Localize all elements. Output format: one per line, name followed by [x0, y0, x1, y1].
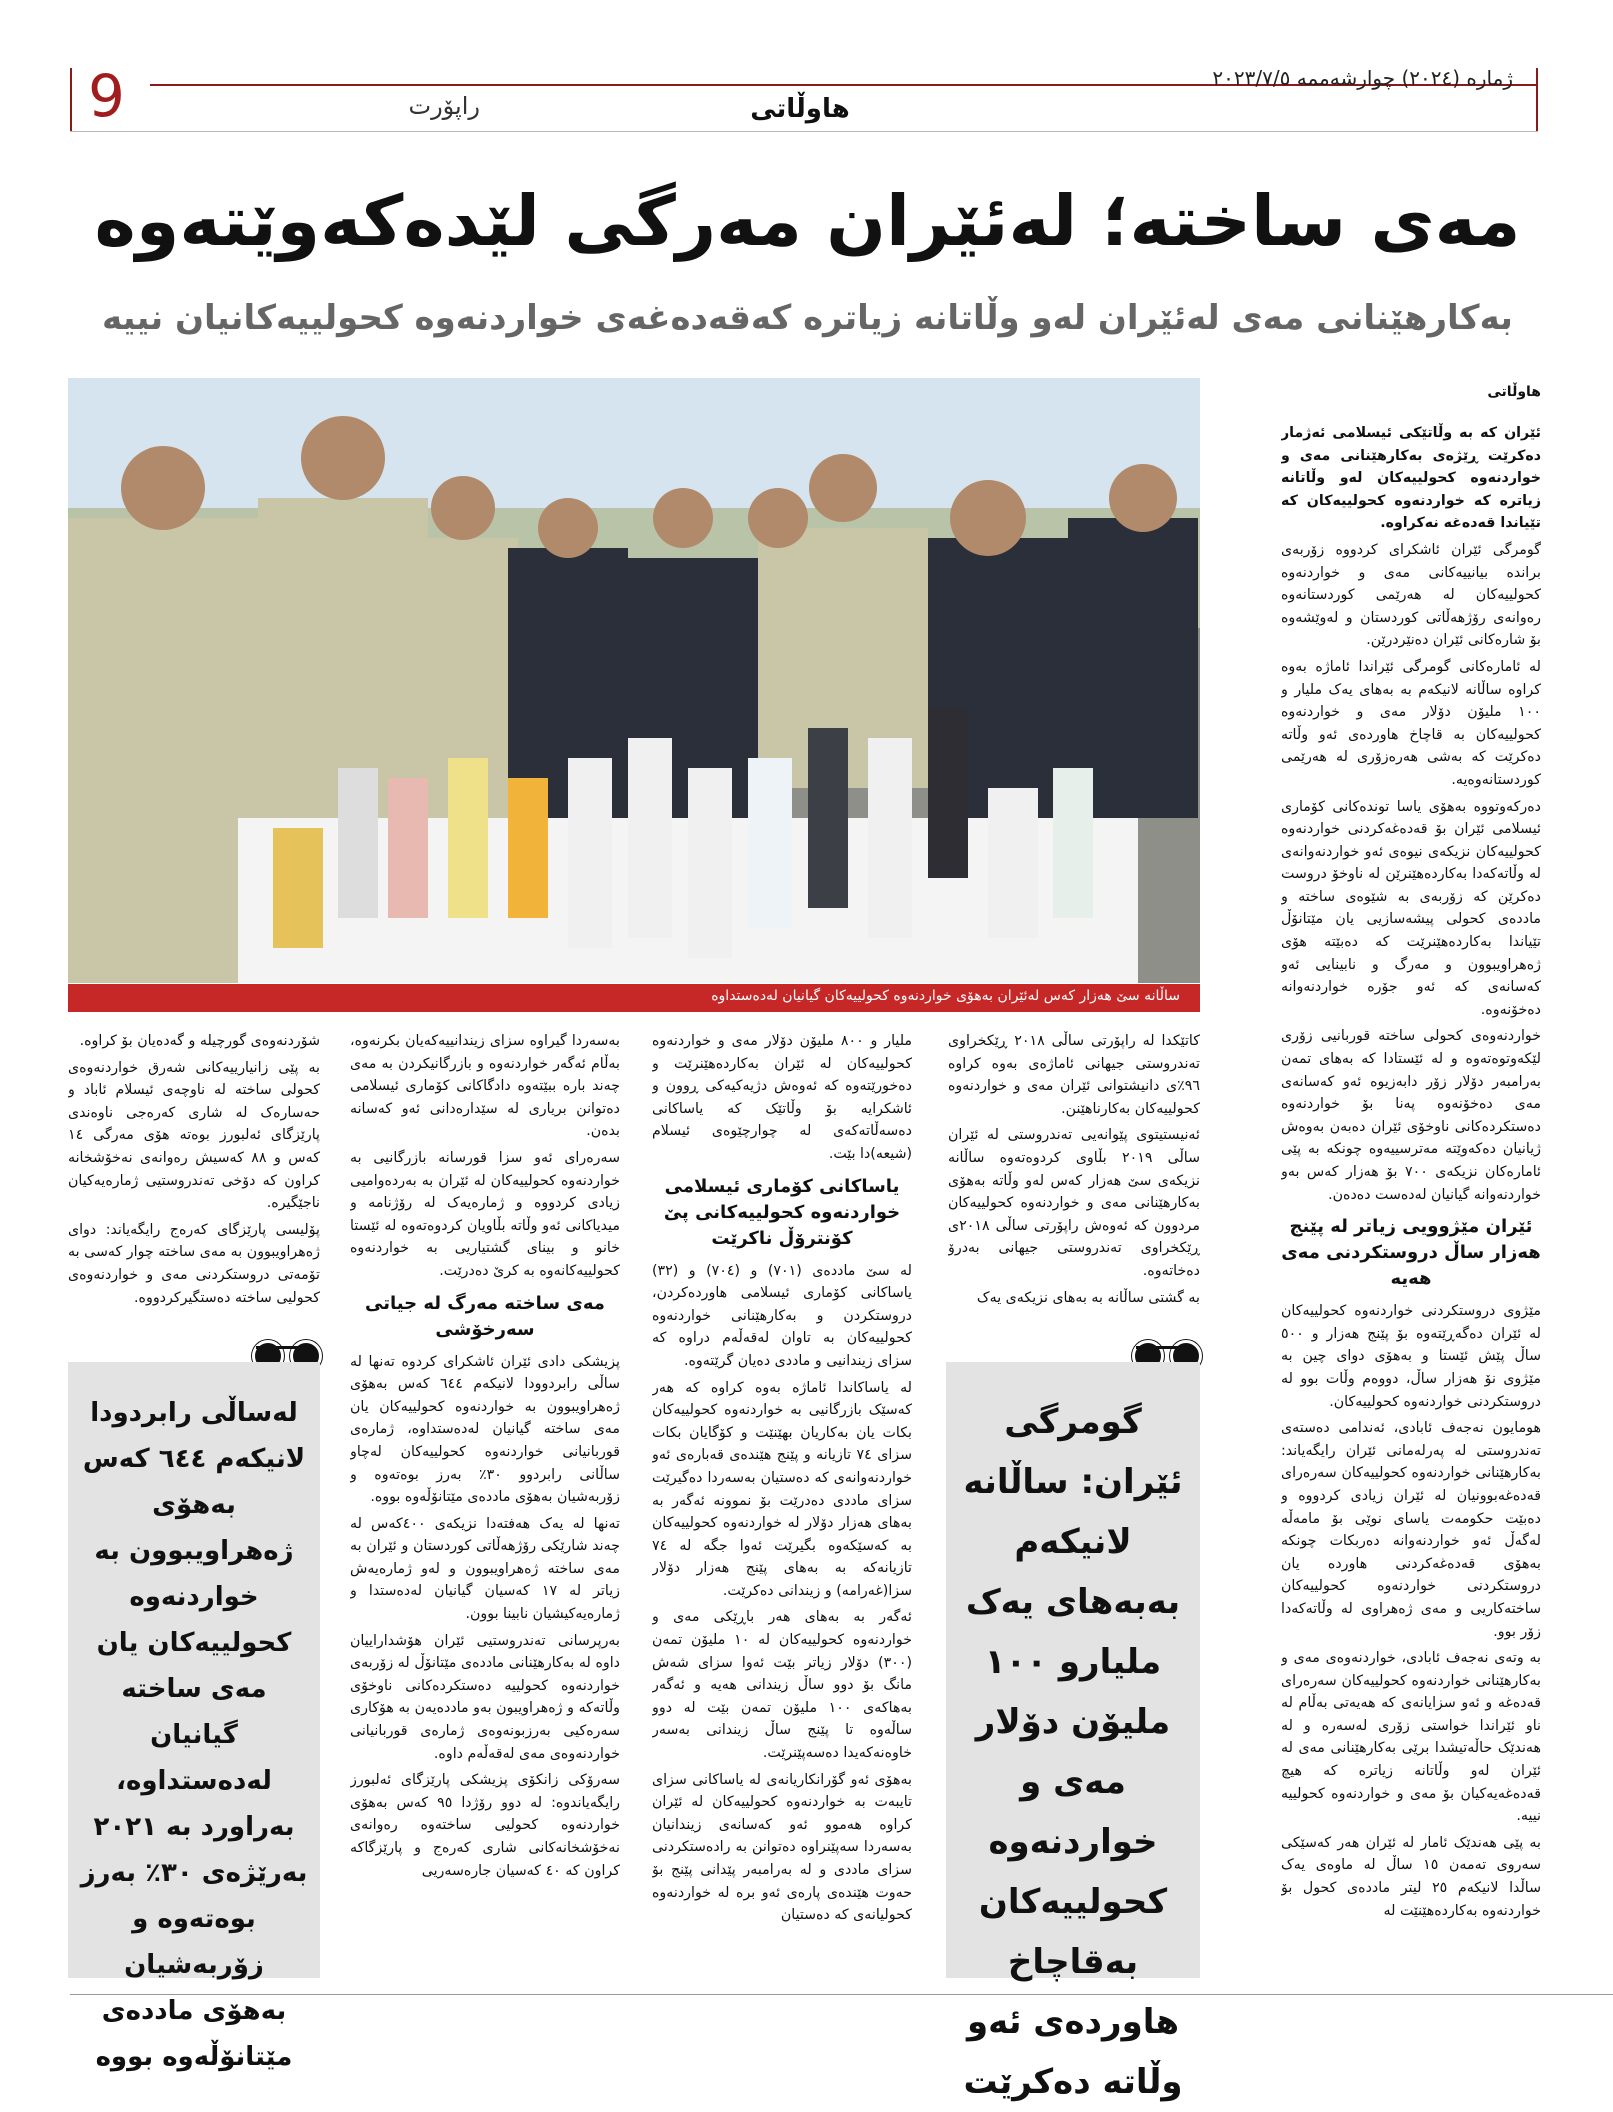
subheading: مەی ساختە مەرگ لە جیاتی سەرخۆشی: [365, 1292, 605, 1340]
pull-quote-2-text: لەساڵی رابردودا لانیکەم ٦٤٤ کەس بەهۆی ژەهراویبوون بە خواردنەوە کحولییەکان یان مەی ساختە گیانیان لەدەستداوە، بەراورد بە ٢٠٢١ بەرێژەی ٣٠٪ بەرز بوەتەوە و زۆربەشیان بەهۆی ماددەی مێتانۆڵەوە بووە: [80, 1398, 308, 2072]
headline: مەی ساختە؛ لەئێران مەرگی لێدەکەوێتەوە: [94, 180, 1521, 262]
paragraph: بەسەردا گیراوە سزای زیندانییەکەیان بکرنەوە، بەڵام ئەگەر خواردنەوە و بازرگانیکردن بە مەی چەند بارە ببێتەوە دادگاکانی کۆماری ئیسلامی دەتوانن بریاری لە سێدارەدانی ئەو کەسانە بدەن.: [350, 1033, 620, 1140]
pull-quote-1-text: گومرگی ئێران: ساڵانە لانیکەم بەبەهای یەک ملیارو ١٠٠ ملیۆن دۆلار مەی و خواردنەوە کحولییەکان بەقاچاخ هاوردەی ئەو وڵاتە دەکرێت: [963, 1402, 1183, 2102]
paragraph: سەرەرای ئەو سزا قورسانە بازرگانیی بە خواردنەوە کحولییەکان لە ئێران بە بەردەوامیی زیادی کردووە و ژمارەیەک لە رۆژنامە و میدیاکانی ئەو وڵاتە بڵاویان کردوەتەوە لە ئێستا خانو و بینای گشتیاریی بە خواردنەوە کحولییەکانەوە بە کرێ دەدرێت.: [350, 1149, 620, 1279]
paragraph: بەهۆی ئەو گۆرانکاریانەی لە یاساکانی سزای تایبەت بە خواردنەوە کحولییەکان لە ئێران کراوە هەموو ئەو کەسانەی زیندانیان بەسەردا سەپێنراوە دەتوانن بە رادەستکردنی سزای ماددی و لە بەرامبەر پێدانی پێنج بۆ حەوت هێندەی پارەی ئەو برە لە خواردنەوە کحولیانەی کە دەستیان: [652, 1771, 912, 1924]
newspaper-logo: هاوڵاتی: [750, 94, 850, 124]
paragraph: دەرکەوتووە بەهۆی یاسا توندەکانی کۆماری ئیسلامی ئێران بۆ قەدەغەکردنی خواردنەوە کحولییەکان نزیکەی نیوەی ئەو خواردنەوانەی لە وڵاتەکەدا بەکاردەهێنرێن لە ناوخۆ دروست دەکرێن کە زۆربەی بە شێوەی ساختە و ماددەی کحولی پیشەسازیی یان مێتانۆڵ تێیاندا بەکاردەهێنرێت کە دەبێتە هۆی ژەهراویبوون و مەرگ و نابینایی ئەو کەسانەی کە ئەو جۆرە خواردنەوانە دەخۆنەوە.: [1281, 798, 1541, 1018]
header-rule-right: [1536, 68, 1538, 132]
paragraph: شۆردنەوەی گورچیلە و گەدەیان بۆ کراوە.: [79, 1033, 320, 1049]
paragraph: لە سێ ماددەی (٧٠١) و (٧٠٤) و (٣٢) یاساکانی کۆماری ئیسلامی هاوردەکردن، دروستکردن و بەکارهێنانی خواردنەوە کحولییەکان بە تاوان لەقەڵەم دراوە کە سزای زیندانیی و ماددی دەیان گرێتەوە.: [652, 1262, 912, 1369]
quote-dash: [256, 1346, 312, 1349]
paragraph: خواردنەوەی کحولی ساختە قوربانیی زۆری لێکەوتوەتەوە و لە ئێستادا کە بەهای تمەن بەرامبەر دۆلار زۆر دابەزیوە ئەو کەسانەی مەی دەخۆنەوە پەنا بۆ خواردنەوە دەستکردەکانی ناوخۆی ئێران دەبەن بەوەش ژیانیان دەکەوێتە مەترسییەوە چونکە بە پێی ئامارەکان نزیکەی ٧٠٠ بۆ هەزار کەس بەو خواردنەوانە گیانیان لەدەست دەدەن.: [1281, 1028, 1541, 1203]
subheading: ئێران مێژوویی زیاتر لە پێنج هەزار ساڵ دروستکردنی مەی هەیە: [1281, 1216, 1541, 1290]
footer-rule: [70, 1994, 1613, 1995]
paragraph: ئەگەر بە بەهای هەر باڕێکی مەی و خواردنەوە کحولییەکان لە ١٠ ملیۆن تمەن (٣٠٠) دۆلار زیاتر بێت ئەوا سزای شەش مانگ بۆ دوو ساڵ زیندانی هەیە و ئەگەر بەهاکەی ١٠٠ ملیۆن تمەن بێت لە دوو ساڵەوە تا پێنج ساڵ زیندانی بەسەر خاوەنەکەیدا دەسەپێنرێت.: [652, 1609, 912, 1762]
byline: هاوڵاتی: [1487, 384, 1541, 400]
article-column-2: [948, 1030, 1200, 1360]
paragraph: بە گشتی ساڵانە بە بەهای نزیکەی یەک: [976, 1289, 1200, 1306]
paragraph: کاتێکدا لە راپۆرتی ساڵی ٢٠١٨ ڕێکخراوی تەندروستی جیهانی ئاماژەی بەوە کراوە ٩٦٪ی دانیشتوانی ئێران مەی و خواردنەوە کحولییەکان بەکارناهێنن.: [948, 1033, 1200, 1117]
paragraph: پۆلیسی پارێزگای کەرەج رایگەیاند: دوای ژەهراویبوون بە مەی ساختە چوار کەسی بە تۆمەتی دروستکردنی مەی و خواردنەوەی کحولیی ساختە دەستگیرکردووە.: [68, 1221, 320, 1306]
paragraph: لە ئامارەکانی گومرگی ئێراندا ئاماژە بەوە کراوە ساڵانە لانیکەم بە بەهای یەک ملیار و ١٠٠ ملیۆن دۆلار مەی و خواردنەوە کحولییەکان بە قاچاخ هاوردەی ئەو وڵاتە دەکرێت کە بەشی هەرەزۆری لە هەرێمی کوردستانەوەیە.: [1281, 658, 1541, 788]
paragraph: مێژوی دروستکردنی خواردنەوە کحولییەکان لە ئێران دەگەڕێتەوە بۆ پێنج هەزار و ٥٠٠ ساڵ پێش ئێستا و بەهۆی دوای چین بە مێژوی نۆ هەزار ساڵ، دووەم وڵات بوو لە دروستکردنی خواردنەوە کحولییەکان.: [1281, 1303, 1541, 1410]
subheadline: بەکارهێنانی مەی لەئێران لەو وڵاتانە زیاترە کەقەدەغەی خواردنەوە کحولییەکانیان نییە: [102, 298, 1513, 338]
quote-dash: [1136, 1346, 1192, 1349]
issue-info: ژمارە (٢٠٢٤) چوارشەممە ٢٠٢٣/٧/٥: [1212, 66, 1513, 90]
paragraph: بە پێی هەندێک ئامار لە ئێران هەر کەسێکی سەروی تەمەن ١٥ ساڵ لە ماوەی یەک ساڵدا لانیکەم ٢٥ لیتر ماددەی کحول بۆ خواردنەوە بەکاردەهێنێت لە: [1281, 1834, 1541, 1919]
paragraph: ئەنیستیتوی پێوانەیی تەندروستی لە ئێران ساڵی ٢٠١٩ بڵاوی کردوەتەوە ساڵانە نزیکەی سێ هەزار کەس لەو وڵاتە بەهۆی بەکارهێنانی مەی و خواردنەوە کحولییەکان مردوون کە ئەوەش راپۆرتی ساڵی ٢٠١٨ی ڕێکخراوی تەندروستی جیهانی بەدرۆ دەخاتەوە.: [948, 1127, 1200, 1279]
paragraph: بە وتەی نەجەف ئابادی، خواردنەوەی مەی و بەکارهێنانی خواردنەوە کحولییەکان سەرەرای قەدەغە و ئەو سزایانەی کە هەیەتی بەڵام لە ناو ئێراندا خواستی زۆری لەسەرە و لە هەندێک حاڵەتیشدا برێی بەکارهێنانی مەی لە ئێران لەو وڵاتانە زیاترە کە هیچ قەدەغەیەکیان بۆ مەی و خواردنەوە کحولییە نییە.: [1281, 1650, 1541, 1825]
page-number: 9: [88, 62, 125, 130]
photo-caption: ساڵانە سێ هەزار کەس لەئێران بەهۆی خواردنەوە کحولییەکان گیانیان لەدەستداوە: [711, 988, 1180, 1004]
paragraph: پزیشکی دادی ئێران ئاشکرای کردوە تەنها لە ساڵی رابردوودا لانیکەم ٦٤٤ کەس بەهۆی ژەهراویبوون بە خواردنەوە کحولییەکان یان مەی ساختە گیانیان لەدەستداوە، ژمارەی قوربانیانی خواردنەوە کحولییەکان لەچاو ساڵانی رابردوو ٣٠٪ بەرز بوەتەوە و زۆربەشیان بەهۆی ماددەی مێتانۆڵەوە بووە.: [350, 1353, 620, 1506]
subheading: یاساکانی کۆماری ئیسلامی خواردنەوە کحولییەکانی پێ کۆنترۆڵ ناکرێت: [663, 1175, 901, 1249]
paragraph: هومایون نەجەف ئابادی، ئەندامی دەستەی تەندروستی لە پەرلەمانی ئێران رایگەیاند: بەکارهێنانی خواردنەوە کحولییەکان سەرەرای قەدەغەبوونیان لە ئێران زیادی کردووە و دەبێت حکومەت یاسای نوێی بۆ مامەڵە لەگەڵ ئەو خواردنەوانە دەربکات چونکە بەهۆی قەدەغەکردنی هاوردە یان دروستکردنی خواردنەوە کحولییەکان ساختەکاریی و مەی ژەهراوی لە وڵاتەکەدا زۆر بوو.: [1281, 1420, 1541, 1640]
section-label: راپۆرت: [408, 92, 480, 120]
paragraph: لە یاساکاندا ئاماژە بەوە کراوە کە هەر کەسێک بازرگانیی بە خواردنەوە کحولییەکان بکات یان بەکاریان بهێنێت و کۆگایان بکات سزای ٧٤ تازیانە و پێنج هێندەی قەبارەی ئەو خواردنەوانەی کە دەستیان بەسەردا دەگیرێت سزای ماددی دەدرێت بۆ نموونە ئەگەر بە بەهای هەزار دۆلار لە خواردنەوە کحولییەکان بە کەسێکەوە بگیرێت ئەوا جگە لە ٧٤ تازیانەکە بە بەهای پێنج هەزار دۆلار سزا(غەرامە) و زیندانی دەکرێت.: [652, 1379, 912, 1599]
photo-illustration: [68, 378, 1200, 983]
header-bottom-rule: [70, 131, 1538, 132]
article-column-4: [350, 1030, 620, 1985]
paragraph: ملیار و ٨٠٠ ملیۆن دۆلار مەی و خواردنەوە کحولییەکان لە ئێران بەکاردەهێنرێت و دەخورێتەوە کە ئەوەش دژیەکیەکی ڕوون و ئاشکرایە بۆ وڵاتێک کە یاساکانی دەسەڵاتەکەی لە چوارچێوەی ئیسلام (شیعە)دا بێت.: [652, 1033, 912, 1162]
paragraph: تەنها لە یەک هەفتەدا نزیکەی ٤٠٠کەس لە چەند شارێکی رۆژهەڵاتی کوردستان و ئێران بە مەی ساختە ژەهراویبوون و لەو ژمارەیەش زیاتر لە ١٧ کەسیان گیانیان لەدەستدا و ژمارەیەکیشیان نابینا بوون.: [350, 1515, 620, 1623]
article-column-1: [1281, 422, 1541, 1992]
news-photo: [68, 378, 1200, 983]
article-column-5: [68, 1030, 320, 1320]
paragraph: سەرۆکی زانکۆی پزیشکی پارێزگای ئەلبورز رایگەیاندوە: لە دوو رۆژدا ٩٥ کەس بەهۆی خواردنەوە کحولیی ساختەوە رەوانەی نەخۆشخانەکانی شاری کەرەج و پارێزگاکە کراون کە ٤٠ کەسیان جارەسەریی: [350, 1772, 620, 1879]
paragraph: بە پێی زانیارییەکانی شەرق خواردنەوەی کحولی ساختە لە ناوچەی ئیسلام ئاباد و حەسارەک لە شاری کەرەجی ناوەندی پارێزگای ئەلبورز بوەتە هۆی مەرگی ١٤ کەس و ٨٨ کەسیش رەوانەی نەخۆشخانە کراون کە دۆخی تەندروستیی ژمارەیەکیان ناجێگیرە.: [68, 1059, 320, 1212]
paragraph: بەرپرسانی تەندروستیی ئێران هۆشداراییان داوە لە بەکارهێنانی ماددەی مێتانۆڵ لە زۆربەی خواردنەوە کحولییە دەستکردەکانی ناوخۆی وڵاتەکە و ژەهراویبون بەو ماددەیەن بە هۆکاری سەرەکیی بەرزبونەوەی ژمارەی قوربانیانی خواردنەوەی مەی لەقەڵەم داوە.: [350, 1632, 620, 1762]
article-column-3: [652, 1030, 912, 1985]
paragraph: گومرگی ئێران ئاشکرای کردووە زۆربەی براندە بیانییەکانی مەی و خواردنەوە کحولییەکان لە هەرێمی کوردستانەوە رەوانەی رۆژهەڵاتی کوردستان و لەوێشەوە بۆ شارەکانی ئێران دەنێردرێن.: [1281, 541, 1541, 649]
lead-paragraph: ئێران کە بە وڵاتێکی ئیسلامی ئەژمار دەکرێت ڕێژەی بەکارهێنانی مەی و خواردنەوە کحولییەکان لەو وڵاتانە زیاترە کە خواردنەوە کحولییەکان کە تێیاندا قەدەغە نەکراوە.: [1281, 425, 1541, 532]
header-rule-left: [70, 68, 72, 132]
